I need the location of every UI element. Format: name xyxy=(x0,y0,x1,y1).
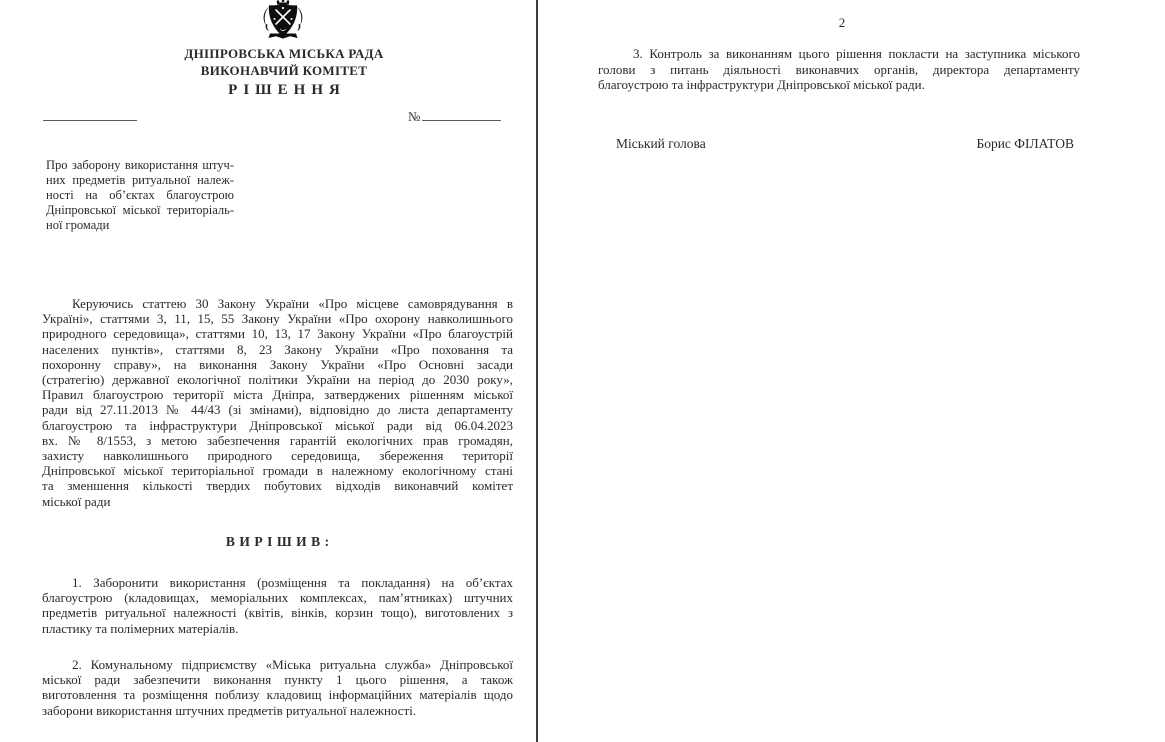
item-line: голови з питань діяльності виконавчих органів, директора департаменту xyxy=(598,61,1080,77)
item-line: 3. Контроль за виконанням цього рішення покласти на заступника міського xyxy=(633,46,1080,61)
signer-name: Борис ФІЛАТОВ xyxy=(976,136,1074,151)
title-line: Дніпровської міської територіаль- xyxy=(46,203,234,217)
item-line: 1. Заборонити використання (розміщення та покладання) на об’єктах xyxy=(72,575,513,590)
date-blank-line xyxy=(43,107,137,121)
resolution-item-3 xyxy=(598,46,1080,93)
page-number: 2 xyxy=(838,15,846,30)
preamble-line: похоронну справу», на виконання Закону України «Про Основні засади xyxy=(42,356,513,372)
page-divider xyxy=(536,0,538,742)
item-line: 2. Комунальному підприємству «Міська ритуальна служба» Дніпровської xyxy=(72,657,513,672)
title-line: ної громади xyxy=(46,218,110,232)
preamble-line: та зменшення кількості твердих побутових відходів виконавчий комітет xyxy=(42,478,513,494)
preamble-line: ради від 27.11.2013 № 44/43 (зі змінами), відповідно до листа департаменту xyxy=(42,402,513,418)
preamble-line: вх. № 8/1553, з метою забезпечення гарантій екологічних прав громадян, xyxy=(42,432,513,448)
title-line: ності на об’єктах благоустрою xyxy=(46,188,234,202)
preamble-line: природного середовища», статтями 10, 13, 17 Закону України «Про благоустрій xyxy=(42,326,513,342)
item-line: благоустрою та інфраструктури Дніпровської міської ради. xyxy=(598,77,925,93)
preamble-line: Керуючись статтею 30 Закону України «Про місцеве самоврядування в xyxy=(72,296,513,311)
preamble-line: населених пунктів», статтями 8, 23 Закону України «Про поховання та xyxy=(42,341,513,357)
number-blank-line xyxy=(422,108,501,121)
resolution-item-1 xyxy=(42,575,513,636)
preamble-line: Дніпровської міської територіальної громади в належному екологічному стані xyxy=(42,463,513,479)
title-line: Про заборону використання штуч- xyxy=(46,158,234,172)
title-line: них предметів ритуальної належ- xyxy=(46,173,234,187)
document-header xyxy=(158,45,410,99)
document-number-field xyxy=(408,108,501,125)
preamble-line: Україні», статтями 3, 11, 15, 55 Закону України «Про охорону навколишнього xyxy=(42,311,513,327)
preamble-line: міської ради xyxy=(42,493,111,509)
document-title xyxy=(46,158,234,233)
item-line: заборони використання штучних предметів ритуальної належності. xyxy=(42,702,417,718)
number-sign: № xyxy=(408,109,421,124)
resolution-word: ВИРІШИВ: xyxy=(225,534,334,549)
signer-role: Міський голова xyxy=(616,136,706,151)
item-line: пластику та полімерних матеріалів. xyxy=(42,620,239,636)
document-type-heading: РІШЕННЯ xyxy=(228,82,346,98)
item-line: благоустрою (кладовищах, меморіальних комплексах, пам’ятниках) штучних xyxy=(42,590,513,606)
preamble-paragraph xyxy=(42,296,513,509)
preamble-line: (стратегію) державної екологічної політики України на період до 2030 року», xyxy=(42,372,513,388)
city-coat-of-arms-icon xyxy=(251,0,315,40)
resolution-item-2 xyxy=(42,657,513,718)
preamble-line: благоустрою та інфраструктури Дніпровської міської ради від 06.04.2023 xyxy=(42,417,513,433)
signature-block xyxy=(616,136,1074,152)
org-name-line2: ВИКОНАВЧИЙ КОМІТЕТ xyxy=(200,63,368,78)
preamble-line: захисту навколишнього природного середовища, збереження території xyxy=(42,448,513,464)
item-line: виготовлення та розміщення поблизу кладовищ інформаційних матеріалів щодо xyxy=(42,687,513,703)
item-line: міської ради забезпечити виконання пункту 1 цього рішення, а також xyxy=(42,672,513,688)
org-name-line1: ДНІПРОВСЬКА МІСЬКА РАДА xyxy=(184,46,384,61)
preamble-line: Правил благоустрою території міста Дніпра, затверджених рішенням міської xyxy=(42,387,513,403)
item-line: предметів ритуальної належності (квітів, вінків, корзин тощо), виготовлених з xyxy=(42,605,513,621)
